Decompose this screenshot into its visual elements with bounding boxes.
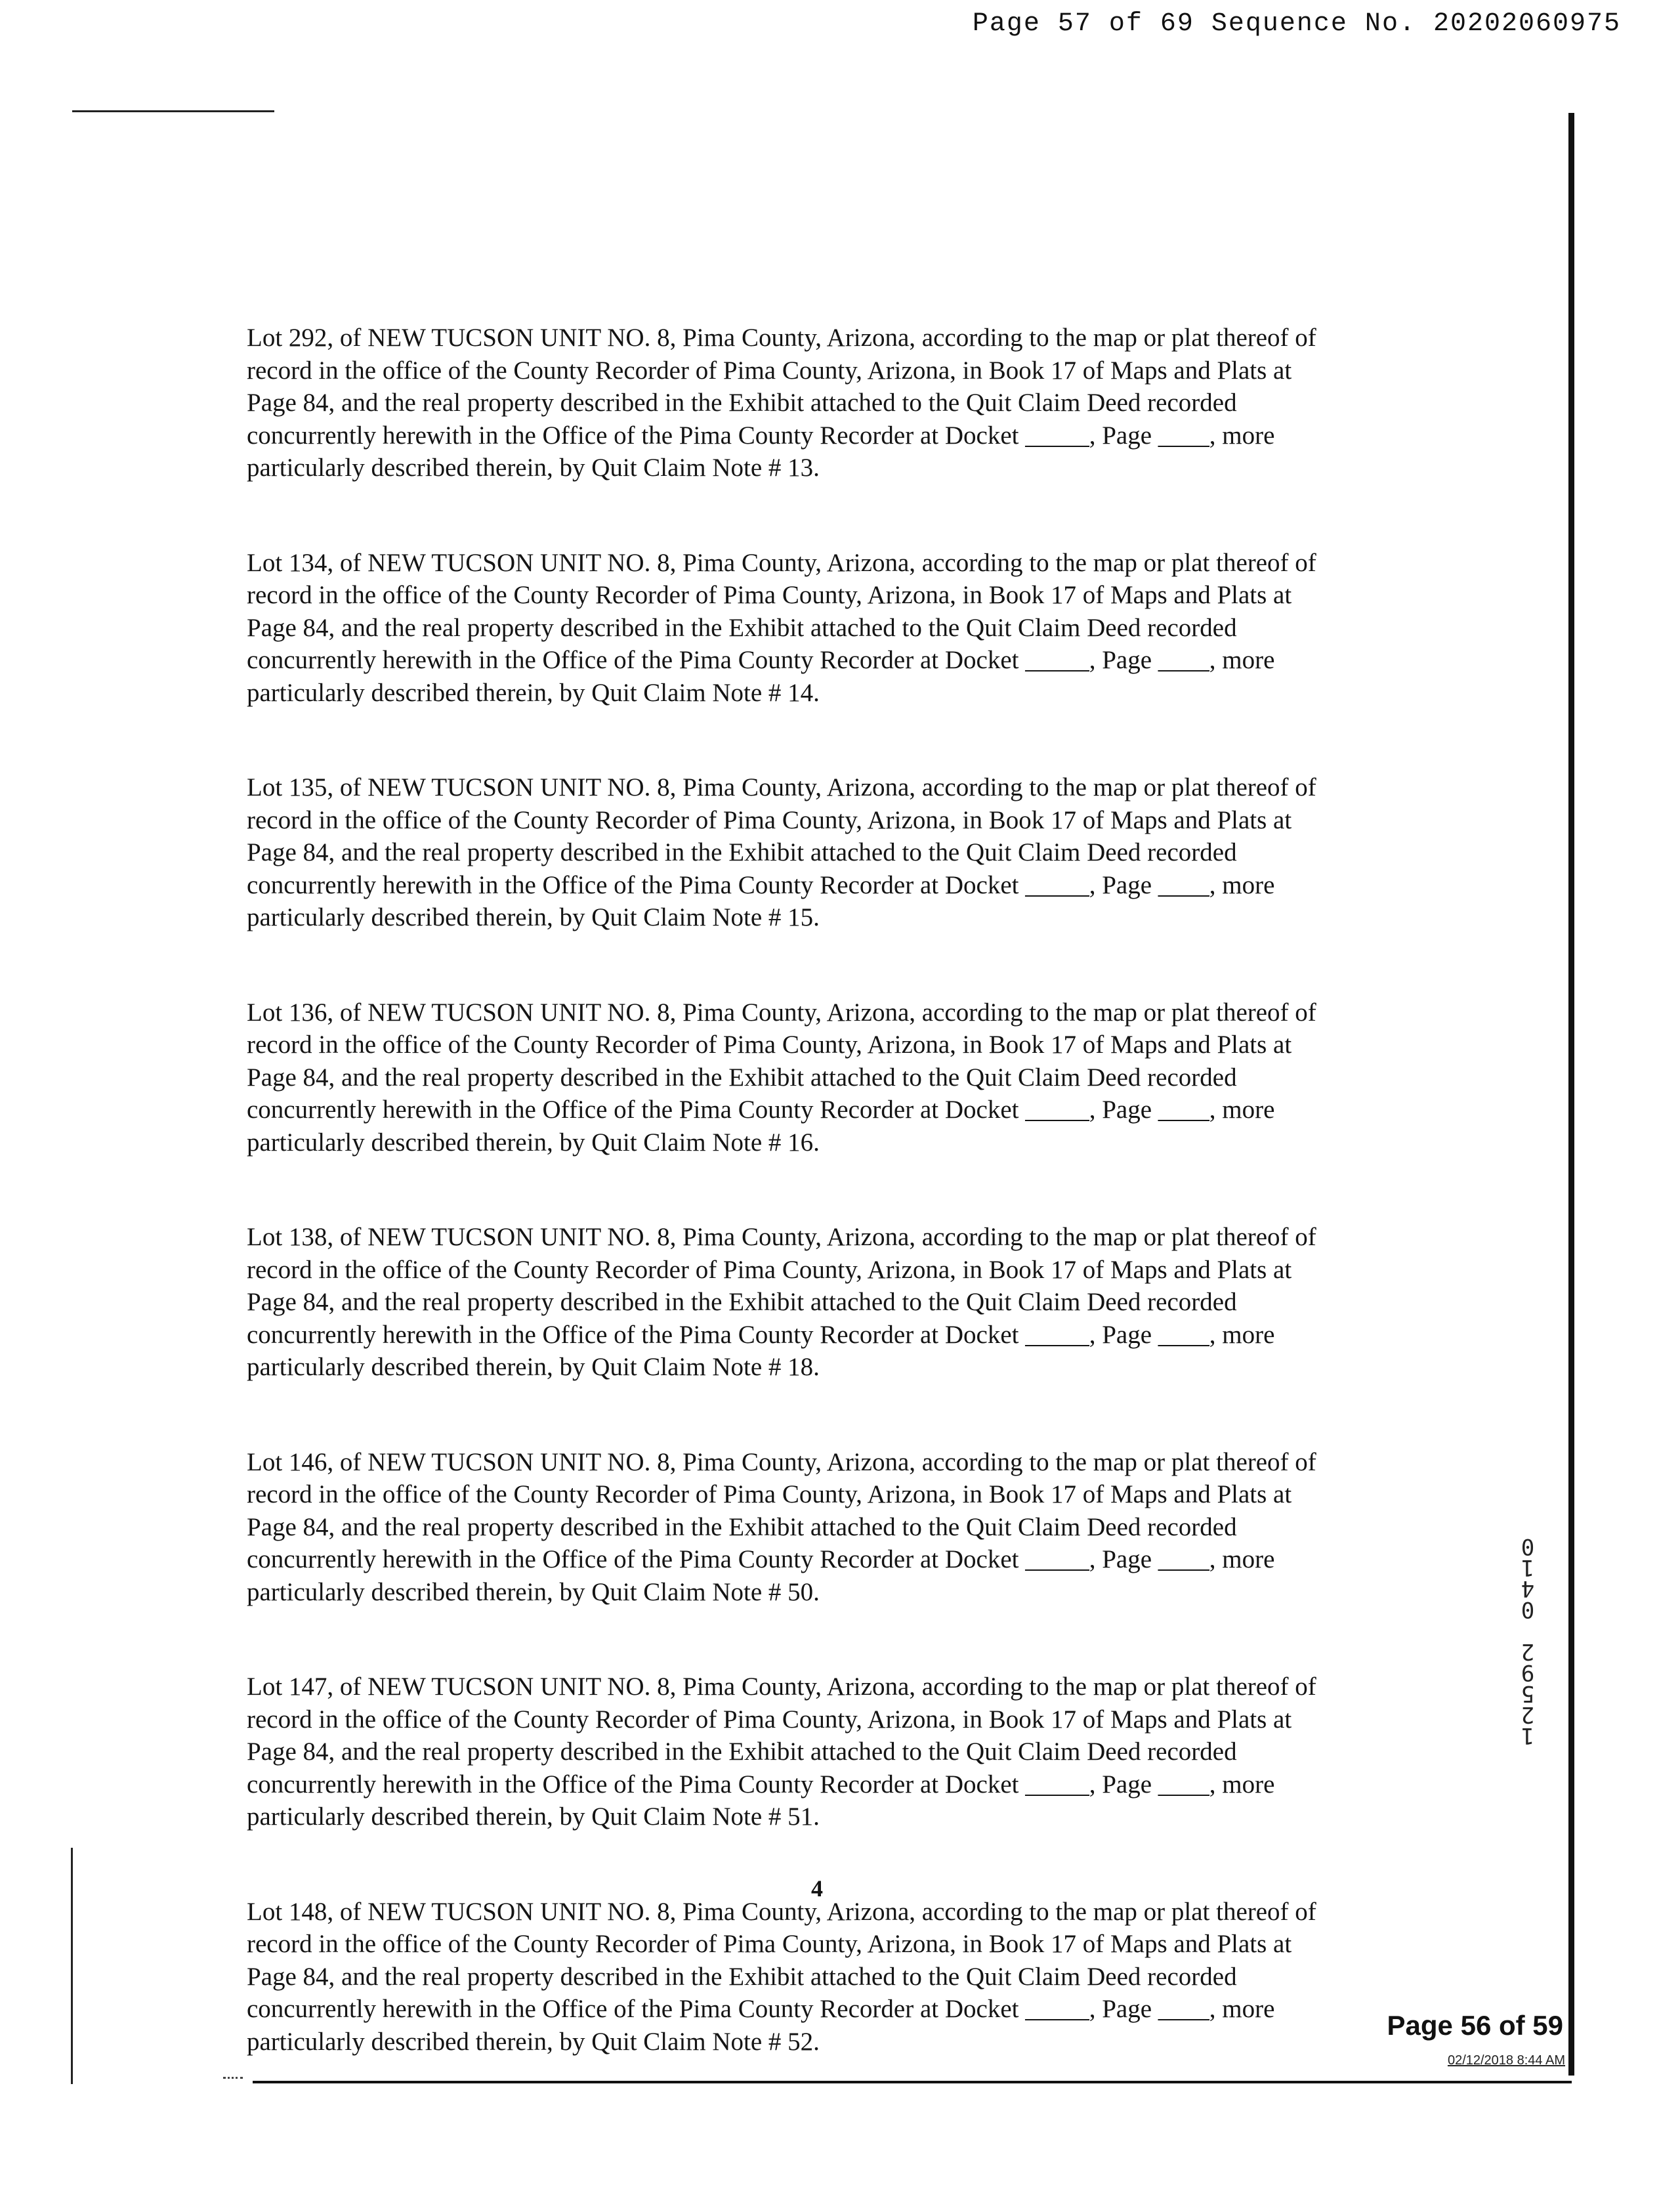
paragraph-line: particularly described therein, by Quit Claim Note # 18. xyxy=(247,1353,820,1381)
lot-paragraph xyxy=(247,1221,1376,1384)
lot-paragraph xyxy=(247,771,1376,934)
lot-paragraph xyxy=(247,1671,1376,1833)
paragraph-line: record in the office of the County Recorder of Pima County, Arizona, in Book 17 of Maps and Plats at xyxy=(247,1705,1292,1734)
stamp-digit: 0 xyxy=(1521,1596,1535,1623)
paragraph-line: Lot 147, of NEW TUCSON UNIT NO. 8, Pima County, Arizona, according to the map or plat thereof of xyxy=(247,1673,1316,1701)
paragraph-line: Page 84, and the real property described in the Exhibit attached to the Quit Claim Deed recorded xyxy=(247,613,1237,642)
paragraph-line: Page 84, and the real property described in the Exhibit attached to the Quit Claim Deed recorded xyxy=(247,1962,1237,1991)
paragraph-line: particularly described therein, by Quit Claim Note # 16. xyxy=(247,1128,820,1157)
paragraph-line: concurrently herewith in the Office of the Pima County Recorder at Docket _____, Page ____, more xyxy=(247,870,1275,899)
paragraph-line: concurrently herewith in the Office of the Pima County Recorder at Docket _____, Page ____, more xyxy=(247,1320,1275,1349)
lot-paragraph xyxy=(247,547,1376,710)
lot-paragraph xyxy=(247,1446,1376,1609)
paragraph-line: record in the office of the County Recorder of Pima County, Arizona, in Book 17 of Maps and Plats at xyxy=(247,1480,1292,1508)
stamp-digit: 1 xyxy=(1521,1722,1535,1749)
paragraph-line: record in the office of the County Recorder of Pima County, Arizona, in Book 17 of Maps and Plats at xyxy=(247,1930,1292,1958)
original-timestamp: 02/12/2018 8:44 AM xyxy=(1447,2053,1565,2068)
page-number: 4 xyxy=(811,1875,823,1902)
paragraph-line: particularly described therein, by Quit Claim Note # 14. xyxy=(247,678,820,707)
paragraph-line: Lot 138, of NEW TUCSON UNIT NO. 8, Pima County, Arizona, according to the map or plat thereof of xyxy=(247,1223,1316,1251)
paragraph-line: Lot 148, of NEW TUCSON UNIT NO. 8, Pima County, Arizona, according to the map or plat thereof of xyxy=(247,1897,1316,1926)
left-margin-bar xyxy=(71,1848,73,2084)
stamp-digit: 2 xyxy=(1521,1701,1535,1728)
stamp-digit: 2 xyxy=(1521,1638,1535,1665)
paragraph-line: particularly described therein, by Quit Claim Note # 52. xyxy=(247,2027,820,2056)
sequence-header: Page 57 of 69 Sequence No. 20202060975 xyxy=(972,9,1621,39)
stamp-digit: 1 xyxy=(1521,1554,1535,1581)
paragraph-line: Page 84, and the real property described in the Exhibit attached to the Quit Claim Deed recorded xyxy=(247,1288,1237,1316)
paragraph-line: record in the office of the County Recorder of Pima County, Arizona, in Book 17 of Maps and Plats at xyxy=(247,1031,1292,1059)
lot-paragraph xyxy=(247,1896,1376,2058)
paragraph-line: concurrently herewith in the Office of the Pima County Recorder at Docket _____, Page ____, more xyxy=(247,1995,1275,2023)
paragraph-line: Page 84, and the real property described in the Exhibit attached to the Quit Claim Deed recorded xyxy=(247,838,1237,866)
paragraph-line: concurrently herewith in the Office of the Pima County Recorder at Docket _____, Page ____, more xyxy=(247,646,1275,674)
paragraph-line: Page 84, and the real property described in the Exhibit attached to the Quit Claim Deed recorded xyxy=(247,1063,1237,1092)
paragraph-line: record in the office of the County Recorder of Pima County, Arizona, in Book 17 of Maps and Plats at xyxy=(247,581,1292,609)
paragraph-line: Lot 292, of NEW TUCSON UNIT NO. 8, Pima County, Arizona, according to the map or plat thereof of xyxy=(247,324,1316,352)
paragraph-line: record in the office of the County Recorder of Pima County, Arizona, in Book 17 of Maps and Plats at xyxy=(247,1255,1292,1284)
stamp-spacer xyxy=(1515,1620,1541,1641)
stamp-digit: 4 xyxy=(1521,1575,1535,1602)
paragraph-line: concurrently herewith in the Office of the Pima County Recorder at Docket _____, Page ____, more xyxy=(247,1545,1275,1573)
paragraph-line: concurrently herewith in the Office of the Pima County Recorder at Docket _____, Page ____, more xyxy=(247,1770,1275,1799)
paragraph-line: Page 84, and the real property described in the Exhibit attached to the Quit Claim Deed recorded xyxy=(247,1737,1237,1766)
paragraph-line: record in the office of the County Recorder of Pima County, Arizona, in Book 17 of Maps and Plats at xyxy=(247,805,1292,834)
paragraph-line: concurrently herewith in the Office of the Pima County Recorder at Docket _____, Page ____, more xyxy=(247,1096,1275,1124)
lot-paragraph xyxy=(247,996,1376,1159)
document-body xyxy=(247,322,1376,2120)
paragraph-line: Page 84, and the real property described in the Exhibit attached to the Quit Claim Deed recorded xyxy=(247,1512,1237,1541)
top-left-rule xyxy=(72,110,274,112)
stamp-digit: 5 xyxy=(1521,1680,1535,1707)
stamp-digit: 0 xyxy=(1521,1533,1535,1560)
paragraph-line: Lot 146, of NEW TUCSON UNIT NO. 8, Pima County, Arizona, according to the map or plat thereof of xyxy=(247,1447,1316,1476)
right-margin-bar xyxy=(1568,113,1574,2076)
paragraph-line: record in the office of the County Recorder of Pima County, Arizona, in Book 17 of Maps and Plats at xyxy=(247,356,1292,385)
paragraph-line: particularly described therein, by Quit Claim Note # 50. xyxy=(247,1577,820,1606)
paragraph-line: concurrently herewith in the Office of the Pima County Recorder at Docket _____, Page ____, more xyxy=(247,421,1275,450)
bottom-dotted-mark xyxy=(223,2077,243,2079)
paragraph-line: Lot 136, of NEW TUCSON UNIT NO. 8, Pima County, Arizona, according to the map or plat thereof of xyxy=(247,998,1316,1027)
paragraph-line: particularly described therein, by Quit Claim Note # 51. xyxy=(247,1802,820,1831)
paragraph-line: Lot 134, of NEW TUCSON UNIT NO. 8, Pima County, Arizona, according to the map or plat thereof of xyxy=(247,548,1316,577)
original-page-label: Page 56 of 59 xyxy=(1387,2010,1563,2041)
paragraph-line: Page 84, and the real property described in the Exhibit attached to the Quit Claim Deed recorded xyxy=(247,389,1237,417)
lot-paragraph xyxy=(247,322,1376,484)
paragraph-line: particularly described therein, by Quit Claim Note # 15. xyxy=(247,903,820,931)
stamp-digit: 9 xyxy=(1521,1659,1535,1686)
margin-stamp xyxy=(1515,1533,1541,1749)
paragraph-line: Lot 135, of NEW TUCSON UNIT NO. 8, Pima County, Arizona, according to the map or plat thereof of xyxy=(247,773,1316,801)
paragraph-line: particularly described therein, by Quit Claim Note # 13. xyxy=(247,454,820,482)
